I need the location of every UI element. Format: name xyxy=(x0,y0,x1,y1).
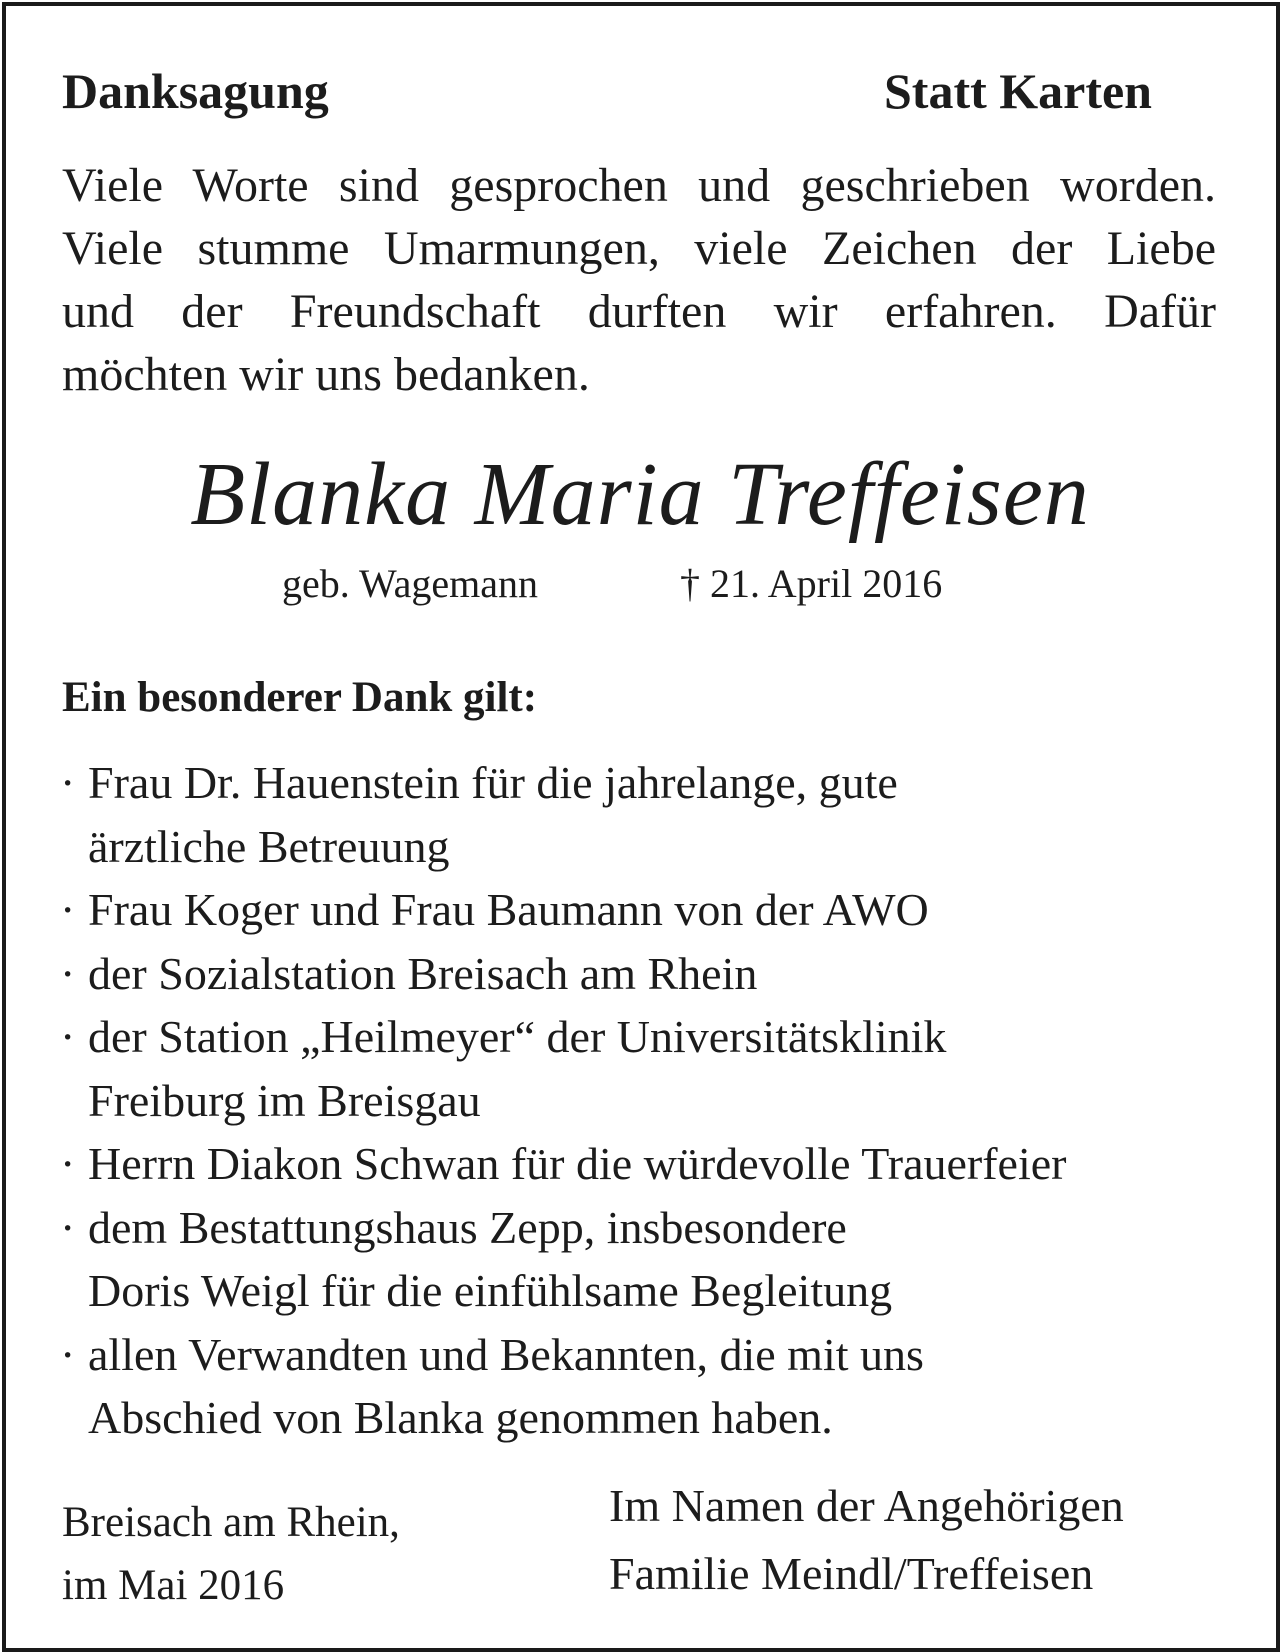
list-item-line: Abschied von Blanka genommen haben. xyxy=(88,1392,833,1443)
bullet-icon: · xyxy=(60,947,76,999)
list-item-line: ärztliche Betreuung xyxy=(88,820,450,872)
signature xyxy=(609,1472,1124,1608)
list-item xyxy=(60,1005,1066,1132)
list-item xyxy=(60,1323,1066,1450)
place-line: Breisach am Rhein, xyxy=(62,1499,400,1546)
list-item-line: der Station „Heilmeyer“ der Universitätsklinik xyxy=(88,1011,947,1062)
thanks-list xyxy=(60,751,1066,1450)
list-item xyxy=(60,751,1066,878)
intro-paragraph xyxy=(62,154,1216,406)
intro-line: Viele stumme Umarmungen, viele Zeichen der Liebe xyxy=(62,222,1216,275)
list-item xyxy=(60,942,1066,1006)
date-line: im Mai 2016 xyxy=(62,1562,285,1609)
bullet-icon: · xyxy=(60,1138,76,1189)
place-and-date xyxy=(62,1491,400,1617)
list-item-line: Doris Weigl für die einfühlsame Begleitung xyxy=(88,1265,893,1316)
signature-line: Im Namen der Angehörigen xyxy=(609,1480,1124,1531)
bullet-icon: · xyxy=(60,757,76,808)
intro-line: Viele Worte sind gesprochen und geschrieben worden. xyxy=(62,159,1216,212)
list-item xyxy=(60,1196,1066,1323)
maiden-name: geb. Wagemann xyxy=(282,561,538,606)
bullet-icon: · xyxy=(60,884,76,935)
list-item-line: Freiburg im Breisgau xyxy=(88,1074,481,1126)
bullet-icon: · xyxy=(60,1011,76,1062)
list-item xyxy=(60,878,1066,942)
list-item-line: Frau Koger und Frau Baumann von der AWO xyxy=(88,884,929,935)
death-date: † 21. April 2016 xyxy=(680,561,943,606)
list-item xyxy=(60,1132,1066,1196)
intro-line: und der Freundschaft durften wir erfahren. Dafür xyxy=(62,285,1216,338)
bullet-icon: · xyxy=(60,1201,76,1253)
list-item-line: Herrn Diakon Schwan für die würdevolle Trauerfeier xyxy=(88,1138,1067,1189)
notice-heading: Danksagung xyxy=(62,63,329,119)
intro-line: möchten wir uns bedanken. xyxy=(62,348,590,401)
notice-subheading: Statt Karten xyxy=(884,63,1152,119)
list-item-line: der Sozialstation Breisach am Rhein xyxy=(88,947,758,999)
list-item-line: Frau Dr. Hauenstein für die jahrelange, gute xyxy=(88,757,898,808)
bullet-icon: · xyxy=(60,1328,76,1380)
family-name: Familie Meindl/Treffeisen xyxy=(609,1548,1094,1599)
list-item-line: allen Verwandten und Bekannten, die mit uns xyxy=(88,1328,924,1380)
list-item-line: dem Bestattungshaus Zepp, insbesondere xyxy=(88,1201,847,1253)
deceased-name: Blanka Maria Treffeisen xyxy=(190,445,1090,544)
thanks-heading: Ein besonderer Dank gilt: xyxy=(62,674,538,721)
